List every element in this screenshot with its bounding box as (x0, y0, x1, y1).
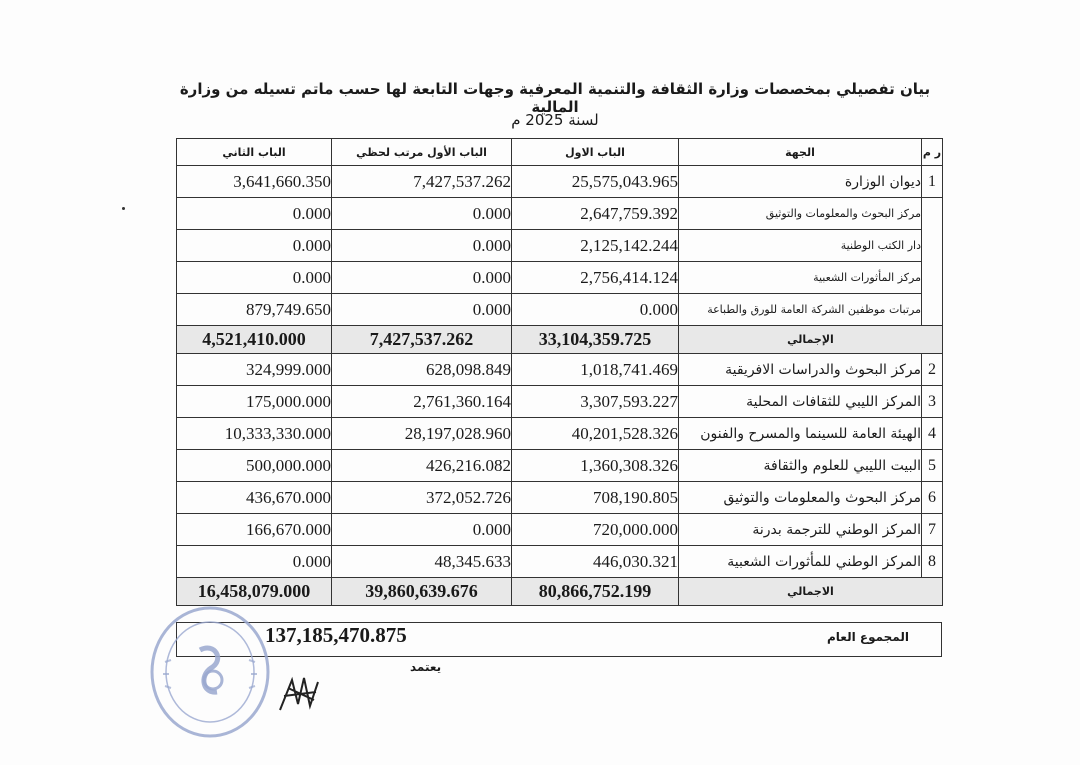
cell-entity: مركز البحوث والمعلومات والتوثيق (679, 198, 922, 230)
table-row (177, 482, 943, 514)
cell-chapter1-bonus: 48,345.633 (332, 546, 512, 578)
cell-chapter1-bonus: 0.000 (332, 294, 512, 326)
cell-chapter2: 166,670.000 (177, 514, 332, 546)
cell-chapter1: 40,201,528.326 (512, 418, 679, 450)
cell-chapter1-bonus: 0.000 (332, 514, 512, 546)
cell-index-empty (922, 294, 943, 326)
cell-chapter2: 0.000 (177, 198, 332, 230)
cell-chapter1: 446,030.321 (512, 546, 679, 578)
cell-chapter2: 500,000.000 (177, 450, 332, 482)
total-chapter1: 33,104,359.725 (512, 326, 679, 354)
cell-chapter2: 436,670.000 (177, 482, 332, 514)
cell-chapter1: 720,000.000 (512, 514, 679, 546)
table-row (177, 386, 943, 418)
cell-chapter1-bonus: 0.000 (332, 198, 512, 230)
cell-chapter2: 0.000 (177, 230, 332, 262)
total-chapter1-bonus: 7,427,537.262 (332, 326, 512, 354)
cell-entity: الهيئة العامة للسينما والمسرح والفنون (679, 418, 922, 450)
cell-index-empty (922, 262, 943, 294)
cell-entity: المركز الوطني للمأثورات الشعبية (679, 546, 922, 578)
cell-index-empty (922, 230, 943, 262)
header-num: ر م (922, 139, 943, 166)
cell-chapter1: 2,647,759.392 (512, 198, 679, 230)
cell-entity: المركز الليبي للثقافات المحلية (679, 386, 922, 418)
allocations-table (176, 138, 943, 606)
header-chapter2: الباب الثاني (177, 139, 332, 166)
cell-chapter1-bonus: 28,197,028.960 (332, 418, 512, 450)
table-row (177, 354, 943, 386)
table-row (177, 546, 943, 578)
total-chapter2: 16,458,079.000 (177, 578, 332, 606)
grand-total-label: المجموع العام (827, 630, 909, 644)
group1-total-row (177, 326, 943, 354)
group2-total-row (177, 578, 943, 606)
cell-index: 8 (922, 546, 943, 578)
grand-total-value: 137,185,470.875 (265, 623, 407, 647)
official-stamp (145, 602, 275, 742)
cell-chapter1-bonus: 7,427,537.262 (332, 166, 512, 198)
cell-chapter1: 0.000 (512, 294, 679, 326)
scan-dot (122, 207, 125, 210)
cell-index: 4 (922, 418, 943, 450)
cell-index: 3 (922, 386, 943, 418)
table-row (177, 262, 943, 294)
cell-index: 5 (922, 450, 943, 482)
cell-chapter2: 0.000 (177, 546, 332, 578)
cell-entity: مركز البحوث والدراسات الافريقية (679, 354, 922, 386)
table-header-row (177, 139, 943, 166)
cell-entity: ديوان الوزارة (679, 166, 922, 198)
cell-index-empty (922, 198, 943, 230)
approve-label: يعتمد (410, 660, 442, 674)
cell-chapter1-bonus: 0.000 (332, 230, 512, 262)
cell-chapter1: 2,756,414.124 (512, 262, 679, 294)
cell-chapter1-bonus: 628,098.849 (332, 354, 512, 386)
total-label: الاجمالي (679, 578, 943, 606)
cell-entity: دار الكتب الوطنية (679, 230, 922, 262)
cell-entity: مرتبات موظفين الشركة العامة للورق والطباعة (679, 294, 922, 326)
cell-chapter2: 879,749.650 (177, 294, 332, 326)
total-label: الإجمالي (679, 326, 943, 354)
cell-chapter2: 10,333,330.000 (177, 418, 332, 450)
cell-chapter1: 1,018,741.469 (512, 354, 679, 386)
table-row (177, 198, 943, 230)
header-chapter1-bonus: الباب الأول مرتب لحظي (332, 139, 512, 166)
cell-chapter1: 25,575,043.965 (512, 166, 679, 198)
cell-chapter1: 3,307,593.227 (512, 386, 679, 418)
table-row (177, 230, 943, 262)
cell-chapter1-bonus: 372,052.726 (332, 482, 512, 514)
cell-entity: البيت الليبي للعلوم والثقافة (679, 450, 922, 482)
cell-entity: مركز البحوث والمعلومات والتوثيق (679, 482, 922, 514)
table-row (177, 418, 943, 450)
cell-chapter2: 3,641,660.350 (177, 166, 332, 198)
cell-chapter1: 708,190.805 (512, 482, 679, 514)
cell-chapter1: 2,125,142.244 (512, 230, 679, 262)
cell-chapter2: 175,000.000 (177, 386, 332, 418)
cell-chapter1-bonus: 0.000 (332, 262, 512, 294)
table-row (177, 166, 943, 198)
cell-chapter1-bonus: 426,216.082 (332, 450, 512, 482)
cell-chapter1-bonus: 2,761,360.164 (332, 386, 512, 418)
table-row (177, 294, 943, 326)
cell-index: 6 (922, 482, 943, 514)
total-chapter1-bonus: 39,860,639.676 (332, 578, 512, 606)
total-chapter2: 4,521,410.000 (177, 326, 332, 354)
signature (270, 660, 330, 720)
cell-index: 2 (922, 354, 943, 386)
cell-entity: مركز المأثورات الشعبية (679, 262, 922, 294)
header-chapter1: الباب الاول (512, 139, 679, 166)
grand-total-box (176, 622, 942, 657)
cell-entity: المركز الوطني للترجمة بدرنة (679, 514, 922, 546)
header-entity: الجهة (679, 139, 922, 166)
cell-chapter2: 324,999.000 (177, 354, 332, 386)
table-row (177, 514, 943, 546)
table-row (177, 450, 943, 482)
cell-chapter2: 0.000 (177, 262, 332, 294)
document-subtitle: لسنة 2025 م (511, 111, 599, 129)
cell-index: 1 (922, 166, 943, 198)
document-title: بيان تفصيلي بمخصصات وزارة الثقافة والتنمية المعرفية وجهات التابعة لها حسب ماتم تسيله من وزارة المالية (179, 80, 931, 116)
total-chapter1: 80,866,752.199 (512, 578, 679, 606)
cell-index: 7 (922, 514, 943, 546)
cell-chapter1: 1,360,308.326 (512, 450, 679, 482)
